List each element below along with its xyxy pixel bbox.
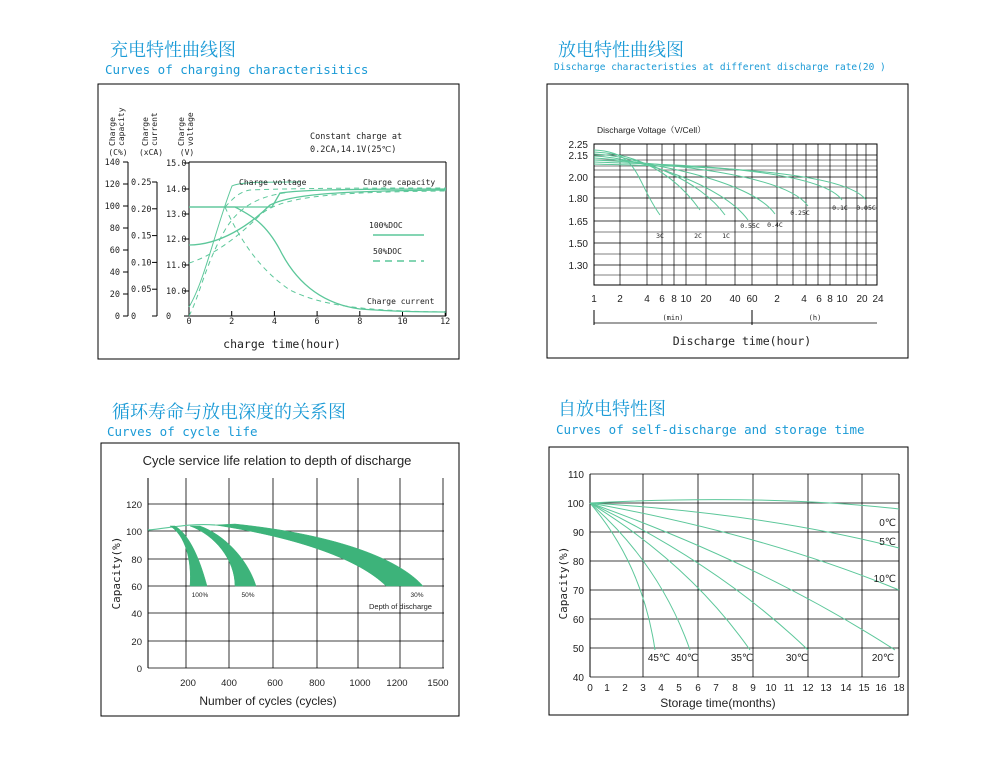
self-y-tick-label: 50 bbox=[572, 644, 584, 655]
discharge-rate-label: 2C bbox=[694, 232, 702, 240]
self-y-tick-label: 90 bbox=[572, 528, 584, 539]
self-x-tick-label: 15 bbox=[858, 683, 870, 694]
discharge-x-tick-label: 10 bbox=[680, 294, 692, 305]
charging-axis-header-unit: (V) bbox=[179, 148, 195, 157]
cycle-x-tick-label: 1500 bbox=[427, 678, 449, 689]
charging-voltage-tick-label: 11.0 bbox=[166, 261, 187, 271]
charging-capacity-tick-label: 40 bbox=[109, 268, 120, 278]
charging-x-tick-label: 6 bbox=[314, 317, 320, 327]
charging-x-tick-label: 10 bbox=[397, 317, 408, 327]
self-x-axis-label: Storage time(months) bbox=[660, 696, 776, 710]
charging-capacity-tick-label: 60 bbox=[109, 246, 120, 256]
cycle-x-axis-label: Number of cycles (cycles) bbox=[199, 694, 337, 708]
charging-current-tick-label: 0.20 bbox=[131, 204, 152, 215]
self-chart bbox=[557, 470, 905, 710]
charging-capacity-tick-label: 140 bbox=[104, 158, 120, 168]
discharge-title-cn: 放电特性曲线图 bbox=[558, 40, 684, 61]
charging-x-tick-label: 12 bbox=[440, 317, 451, 327]
discharge-rate-label: 3C bbox=[656, 232, 664, 240]
self-curve bbox=[590, 503, 655, 650]
cycle-y-tick-label: 100 bbox=[126, 527, 142, 538]
cycle-series-label: 30% bbox=[410, 592, 424, 599]
self-curve bbox=[590, 503, 690, 650]
charging-capacity-curve-50 bbox=[189, 191, 446, 263]
cycle-chart bbox=[110, 453, 449, 708]
charging-capacity-tick-label: 120 bbox=[104, 180, 120, 190]
self-series-label: 0℃ bbox=[879, 518, 896, 529]
charging-voltage-tick-label: 0 bbox=[166, 312, 172, 322]
cycle-chart-title: Cycle service life relation to depth of discharge bbox=[142, 453, 412, 468]
cycle-annotation: Depth of discharge bbox=[369, 602, 432, 611]
self-x-tick-label: 9 bbox=[750, 683, 756, 694]
cycle-y-axis-label: Capacity(%) bbox=[110, 536, 123, 610]
self-series-label: 30℃ bbox=[785, 653, 809, 664]
discharge-rate-label: 1C bbox=[722, 232, 730, 240]
charging-current-tick-label: 0.15 bbox=[131, 231, 152, 242]
self-y-tick-label: 80 bbox=[572, 557, 584, 568]
self-x-tick-label: 3 bbox=[640, 683, 646, 694]
discharge-rate-label: 0.4C bbox=[767, 221, 783, 229]
cycle-x-tick-label: 200 bbox=[180, 678, 196, 689]
self-title-cn: 自放电特性图 bbox=[558, 399, 666, 420]
charging-axis-header-text: Charge bbox=[141, 117, 150, 146]
self-x-tick-label: 18 bbox=[893, 683, 905, 694]
self-x-tick-label: 10 bbox=[765, 683, 777, 694]
charging-capacity-tick-label: 0 bbox=[114, 312, 120, 322]
self-x-tick-label: 4 bbox=[658, 683, 664, 694]
cycle-band-100 bbox=[170, 526, 207, 586]
discharge-unit-min: (min) bbox=[662, 314, 684, 322]
self-frame bbox=[549, 447, 908, 715]
discharge-unit-h: (h) bbox=[808, 314, 822, 322]
self-x-tick-label: 8 bbox=[732, 683, 738, 694]
self-curve bbox=[590, 503, 750, 650]
self-x-tick-label: 1 bbox=[604, 683, 610, 694]
charging-capacity-tick-label: 80 bbox=[109, 224, 120, 234]
discharge-x-tick-label: 8 bbox=[827, 294, 833, 305]
discharge-x-tick-label: 2 bbox=[617, 294, 623, 305]
charging-chart bbox=[105, 107, 451, 351]
cycle-y-tick-label: 80 bbox=[131, 555, 142, 566]
self-x-tick-label: 13 bbox=[820, 683, 832, 694]
discharge-x-tick-label: 1 bbox=[591, 294, 597, 305]
self-series-label: 40℃ bbox=[675, 653, 699, 664]
cycle-title-en: Curves of cycle life bbox=[107, 424, 258, 439]
self-x-tick-label: 12 bbox=[802, 683, 814, 694]
discharge-x-tick-label: 8 bbox=[671, 294, 677, 305]
self-x-tick-label: 16 bbox=[875, 683, 887, 694]
cycle-y-tick-label: 0 bbox=[136, 664, 142, 675]
discharge-y-tick-label: 2.25 bbox=[568, 140, 588, 151]
self-x-tick-label: 2 bbox=[622, 683, 628, 694]
discharge-y-tick-label: 1.50 bbox=[568, 239, 588, 250]
discharge-x-tick-label: 6 bbox=[659, 294, 665, 305]
charging-voltage-tick-label: 14.0 bbox=[166, 185, 187, 195]
self-y-tick-label: 110 bbox=[568, 470, 584, 481]
self-title-en: Curves of self-discharge and storage time bbox=[556, 422, 865, 437]
charging-axis-header-text: Charge bbox=[177, 117, 186, 146]
charging-legend-solid-label: 100%DOC bbox=[369, 221, 403, 230]
discharge-rate-label: 0.05C bbox=[856, 204, 876, 212]
discharge-chart bbox=[569, 125, 884, 348]
self-x-tick-label: 5 bbox=[676, 683, 682, 694]
discharge-x-tick-label: 4 bbox=[644, 294, 650, 305]
charging-axis-header-text: capacity bbox=[117, 107, 126, 146]
discharge-x-tick-label: 20 bbox=[856, 294, 868, 305]
discharge-y-tick-label: 2.15 bbox=[568, 151, 588, 162]
self-curve bbox=[590, 503, 895, 650]
discharge-x-tick-label: 4 bbox=[801, 294, 807, 305]
charging-note-line1: Constant charge at bbox=[310, 132, 403, 142]
charging-capacity-tick-label: 100 bbox=[104, 202, 120, 212]
charging-axis-header-text: Charge bbox=[108, 117, 117, 146]
cycle-y-tick-label: 120 bbox=[126, 500, 142, 511]
charging-x-tick-label: 2 bbox=[229, 317, 235, 327]
charging-current-tick-label: 0 bbox=[131, 312, 137, 322]
self-x-tick-label: 11 bbox=[783, 683, 795, 694]
discharge-rate-label: 0.55C bbox=[740, 222, 760, 230]
charging-x-tick-label: 4 bbox=[271, 317, 277, 327]
cycle-y-tick-label: 20 bbox=[131, 637, 142, 648]
charging-note-line2: 0.2CA,14.1V(25℃) bbox=[310, 145, 397, 155]
cycle-x-tick-label: 1200 bbox=[386, 678, 408, 689]
self-y-tick-label: 70 bbox=[572, 586, 584, 597]
self-x-tick-label: 0 bbox=[587, 683, 593, 694]
charging-legend-dashed-label: 50%DOC bbox=[373, 247, 402, 256]
discharge-y-tick-label: 1.65 bbox=[568, 217, 588, 228]
charging-voltage-tick-label: 15.0 bbox=[166, 159, 187, 169]
self-y-tick-label: 60 bbox=[572, 615, 584, 626]
discharge-y-tick-label: 1.30 bbox=[568, 261, 588, 272]
discharge-title-en: Discharge characteristies at different discharge rate(20 ) bbox=[554, 62, 886, 73]
charging-capacity-label: Charge capacity bbox=[363, 178, 436, 187]
discharge-x-axis-label: Discharge time(hour) bbox=[672, 334, 812, 348]
charging-axis-header-text: voltage bbox=[186, 112, 195, 146]
cycle-series-label: 50% bbox=[241, 592, 255, 599]
charging-title-cn: 充电特性曲线图 bbox=[110, 40, 236, 61]
discharge-rate-label: 0.1C bbox=[832, 204, 848, 212]
discharge-y-tick-label: 1.80 bbox=[568, 194, 588, 205]
charging-voltage-tick-label: 12.0 bbox=[166, 235, 187, 245]
charging-capacity-tick-label: 20 bbox=[109, 290, 120, 300]
charging-axis-header-text: current bbox=[150, 112, 159, 146]
charging-x-axis-label: charge time(hour) bbox=[223, 337, 341, 351]
cycle-x-tick-label: 1000 bbox=[349, 678, 371, 689]
self-series-label: 35℃ bbox=[730, 653, 754, 664]
cycle-x-tick-label: 400 bbox=[221, 678, 237, 689]
self-curve bbox=[590, 500, 899, 509]
discharge-x-tick-label: 20 bbox=[700, 294, 712, 305]
charging-current-label: Charge current bbox=[367, 297, 435, 306]
self-x-tick-label: 7 bbox=[713, 683, 719, 694]
self-series-label: 5℃ bbox=[879, 537, 896, 548]
discharge-x-tick-label: 6 bbox=[816, 294, 822, 305]
cycle-title-cn: 循环寿命与放电深度的关系图 bbox=[112, 402, 346, 423]
cycle-x-tick-label: 800 bbox=[309, 678, 325, 689]
charging-x-tick-label: 0 bbox=[186, 317, 192, 327]
cycle-x-tick-label: 600 bbox=[267, 678, 283, 689]
charging-voltage-tick-label: 10.0 bbox=[166, 287, 187, 297]
charging-voltage-label: Charge voltage bbox=[239, 178, 307, 187]
charging-title-en: Curves of charging characterisitics bbox=[105, 62, 369, 77]
charging-axis-header-unit: (C%) bbox=[108, 148, 128, 157]
discharge-x-tick-label: 60 bbox=[746, 294, 758, 305]
self-series-label: 45℃ bbox=[647, 653, 671, 664]
charging-current-tick-label: 0.25 bbox=[131, 178, 152, 188]
discharge-x-tick-label: 40 bbox=[729, 294, 741, 305]
self-series-label: 10℃ bbox=[873, 574, 896, 585]
charging-current-tick-label: 0.10 bbox=[131, 258, 152, 269]
self-y-tick-label: 40 bbox=[572, 673, 584, 684]
charging-capacity-curve-rise-50 bbox=[189, 192, 290, 316]
self-x-tick-label: 14 bbox=[840, 683, 852, 694]
self-curve bbox=[590, 503, 899, 590]
discharge-x-tick-label: 10 bbox=[836, 294, 848, 305]
self-series-label: 20℃ bbox=[871, 653, 895, 664]
discharge-x-tick-label: 2 bbox=[774, 294, 780, 305]
charging-current-tick-label: 0.05 bbox=[131, 285, 152, 296]
cycle-y-tick-label: 60 bbox=[131, 582, 142, 593]
cycle-series-label: 100% bbox=[191, 592, 209, 599]
charging-voltage-tick-label: 13.0 bbox=[166, 210, 187, 220]
cycle-y-tick-label: 40 bbox=[131, 609, 142, 620]
discharge-x-tick-label: 24 bbox=[872, 294, 884, 305]
self-curve bbox=[590, 503, 899, 548]
charging-x-tick-label: 8 bbox=[357, 317, 363, 327]
discharge-y-tick-label: 2.00 bbox=[568, 173, 588, 184]
discharge-rate-label: 0.25C bbox=[790, 209, 810, 217]
charging-axis-header-unit: (xCA) bbox=[138, 148, 164, 157]
self-y-tick-label: 100 bbox=[567, 499, 584, 510]
self-x-tick-label: 6 bbox=[695, 683, 701, 694]
discharge-title: Discharge Voltage（V/Cell） bbox=[597, 125, 706, 135]
self-y-axis-label: Capacity(%) bbox=[557, 546, 570, 620]
